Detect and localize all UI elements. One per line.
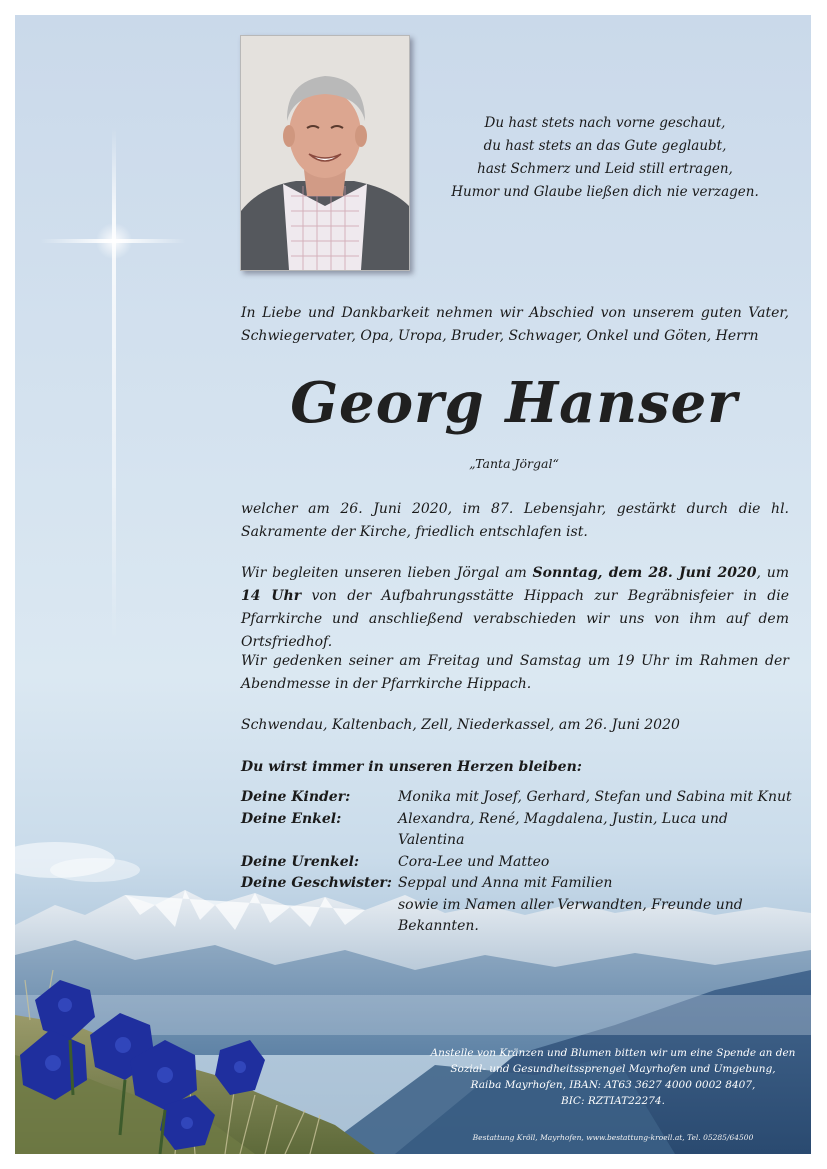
donation-note [425,1045,801,1109]
family-relation: Deine Enkel: [241,810,342,827]
family-row [241,852,801,874]
funeral-date: Sonntag, dem 28. Juni 2020 [532,565,757,581]
poem [435,112,775,204]
cross-glow [95,223,133,259]
obituary-card [15,15,811,1154]
cross-icon [112,127,116,642]
donation-line: Raiba Mayrhofen, IBAN: AT63 3627 4000 0002 8407, [470,1079,756,1091]
family-names: Cora-Lee und Matteo [398,853,550,870]
deceased-nickname: „Tanta Jörgal“ [469,456,559,471]
family-row [241,916,801,938]
family-relation: Deine Urenkel: [241,853,360,870]
funeral-text-part: , um [756,565,789,581]
poem-line: hast Schmerz und Leid still ertragen, [477,161,733,177]
funeral-text-part: von der Aufbahrungsstätte Hippach zur Begräbnisfeier in die Pfarrkirche und anschließend verabschieden wir uns von ihm auf dem Ortsfriedhof. [241,588,789,650]
donation-line: Anstelle von Kränzen und Blumen bitten wir um eine Spende an den [430,1047,796,1059]
poem-line: Humor und Glaube ließen dich nie verzagen. [451,184,759,200]
funeral-time: 14 Uhr [241,588,302,604]
portrait-photo [240,35,410,271]
family-relation: Deine Geschwister: [241,875,392,891]
family-row [241,873,801,895]
funeral-home-footer: Bestattung Kröll, Mayrhofen, www.bestattung-kroell.at, Tel. 05285/64500 [472,1133,754,1142]
family-names: Alexandra, René, Magdalena, Justin, Luca und Valentina [398,810,728,848]
family-extra: sowie im Namen aller Verwandten, Freunde und [398,896,743,913]
remembrance-text: Wir gedenken seiner am Freitag und Samstag um 19 Uhr im Rahmen der Abendmesse in der Pfarrkirche Hippach. [241,653,789,692]
funeral-text-part: Wir begleiten unseren lieben Jörgal am [241,565,533,581]
family-relation: Deine Kinder: [241,789,351,805]
poem-line: du hast stets an das Gute geglaubt, [483,138,727,154]
family-names: Seppal und Anna mit Familien [398,875,613,891]
poem-line: Du hast stets nach vorne geschaut, [484,115,726,131]
place-date: Schwendau, Kaltenbach, Zell, Niederkassel, am 26. Juni 2020 [241,717,680,733]
intro-text: In Liebe und Dankbarkeit nehmen wir Abschied von unserem guten Vater, Schwiegervater, Opa, Uropa, Bruder, Schwager, Onkel und Göten, Herrn [241,305,789,344]
family-row [241,787,801,809]
family-names: Monika mit Josef, Gerhard, Stefan und Sabina mit Knut [398,789,792,805]
closing-line: Du wirst immer in unseren Herzen bleiben: [241,759,582,775]
funeral-text [241,562,789,654]
family-list [241,787,801,938]
family-row [241,895,801,917]
death-notice-text: welcher am 26. Juni 2020, im 87. Lebensjahr, gestärkt durch die hl. Sakramente der Kirche, friedlich entschlafen ist. [241,501,789,540]
deceased-name: Georg Hanser [290,370,738,436]
donation-line: Sozial- und Gesundheitssprengel Mayrhofen und Umgebung, [450,1063,776,1075]
family-extra: Bekannten. [398,918,479,934]
donation-line: BIC: RZTIAT22274. [561,1095,665,1107]
family-row [241,809,801,852]
